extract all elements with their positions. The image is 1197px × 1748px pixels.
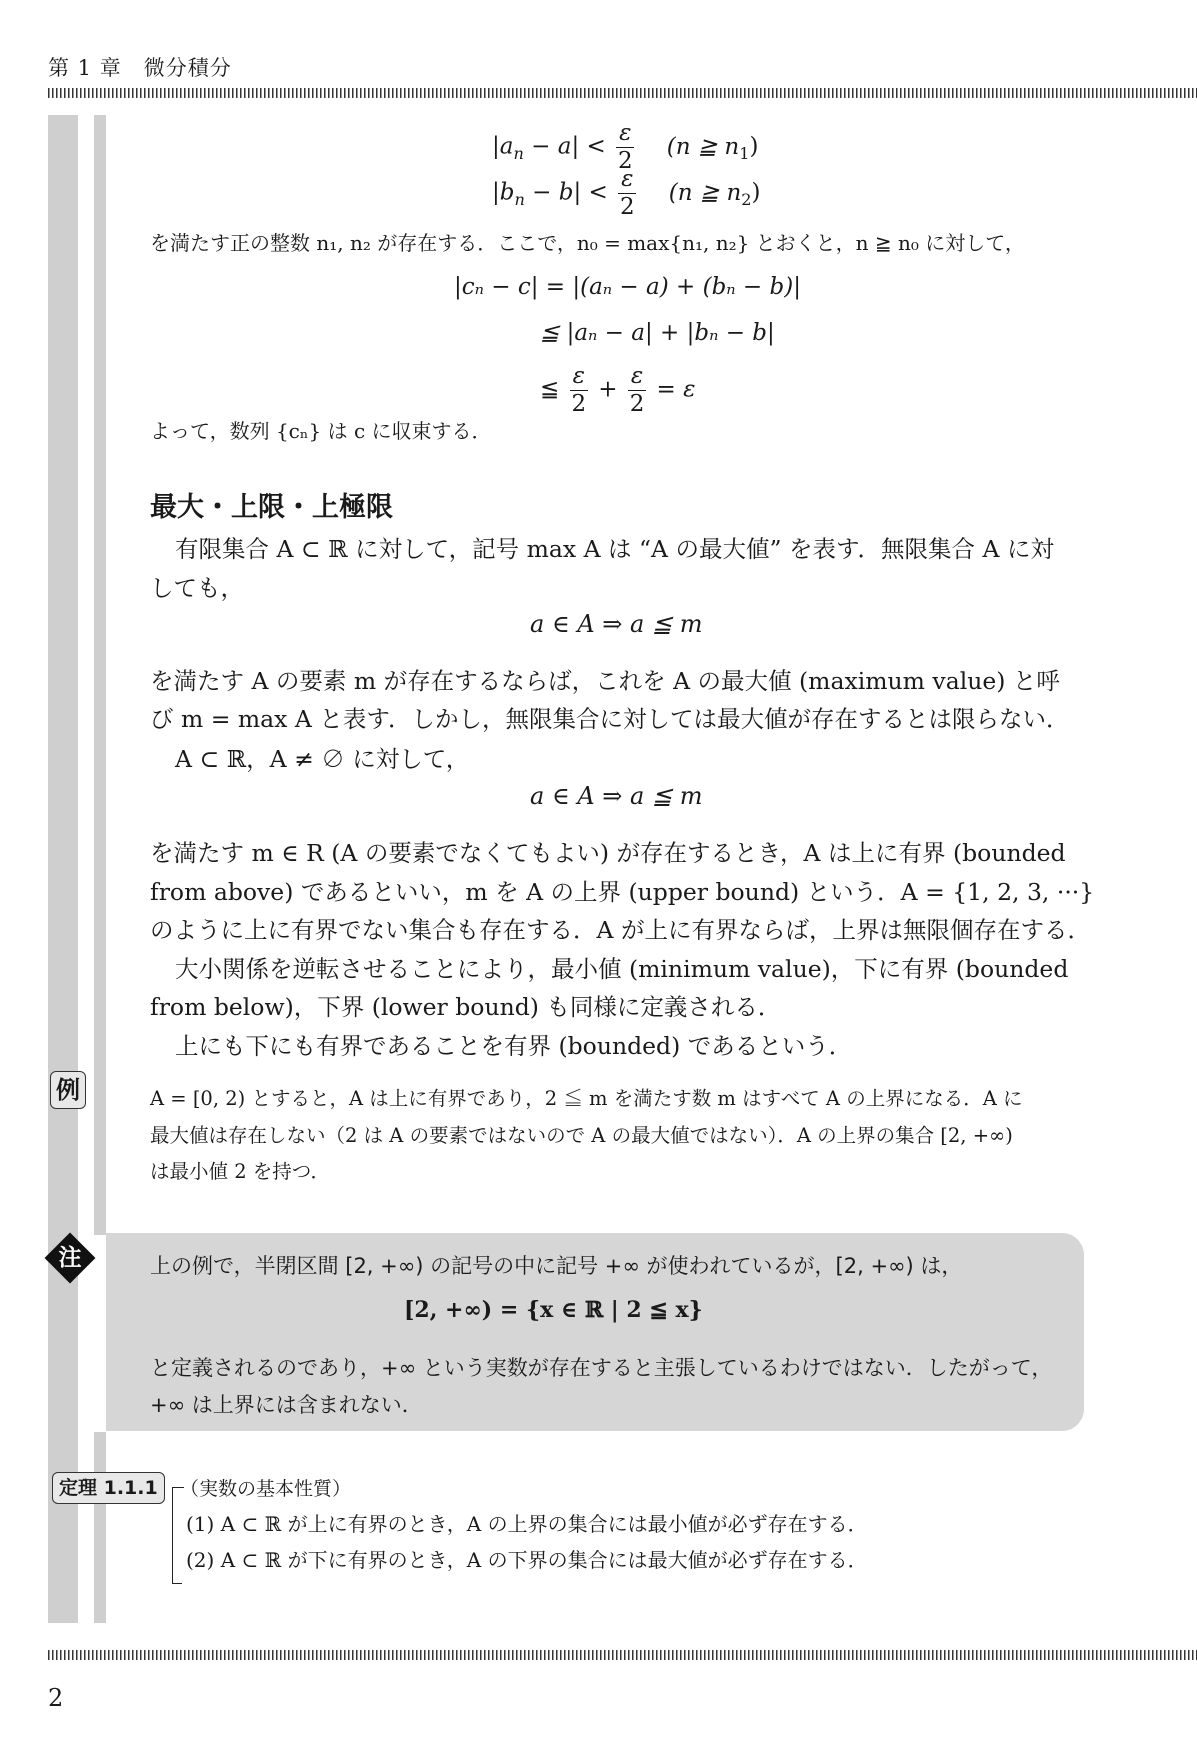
example-line-2: 最大値は存在しない（2 は A の要素ではないので A の最大値ではない）．A の上界の集合 [2, +∞)	[150, 1124, 1013, 1147]
inequality-a: $|a_n - a|$ < $\frac{\varepsilon}{2}$ (n ≧ $n_1$)	[492, 120, 759, 174]
note-line-3: +∞ は上界には含まれない．	[150, 1393, 423, 1417]
paragraph-1-line-2: しても，	[150, 574, 244, 602]
paragraph-2-line-1: を満たす A の要素 m が存在するならば，これを A の最大値 (maximum value) と呼	[150, 667, 1060, 695]
display-equation-2: a ∈ A ⇒ a ≦ m	[530, 782, 703, 810]
paragraph-5-line-2: from below)，下界 (lower bound) も同様に定義される．	[150, 993, 782, 1021]
theorem-title: （実数の基本性質）	[180, 1478, 352, 1500]
equation-line-2: ≦ |aₙ − a| + |bₙ − b|	[540, 320, 775, 346]
sidebar-bar-inner	[94, 115, 106, 1235]
paragraph-1-line-1: 有限集合 A ⊂ ℝ に対して，記号 max A は “A の最大値” を表す．無限集合 A に対	[175, 535, 1054, 563]
paragraph-5-line-1: 大小関係を逆転させることにより，最小値 (minimum value)，下に有界 (bounded	[175, 955, 1069, 983]
note-line-2: と定義されるのであり，+∞ という実数が存在すると主張しているわけではない．したがって，	[150, 1356, 1053, 1380]
footer-rule	[48, 1650, 1197, 1660]
display-equation-1: a ∈ A ⇒ a ≦ m	[530, 610, 703, 638]
example-line-3: は最小値 2 を持つ．	[150, 1160, 331, 1183]
inequality-b: $|b_n - b|$ < $\frac{\varepsilon}{2}$ (n ≧ $n_2$)	[492, 166, 761, 220]
paragraph-2-line-2: び m = max A と表す．しかし，無限集合に対しては最大値が存在するとは限らない．	[150, 705, 1070, 733]
equation-line-1: |cₙ − c| = |(aₙ − a) + (bₙ − b)|	[454, 274, 801, 300]
paragraph-3-line-1: A ⊂ ℝ，A ≠ ∅ に対して，	[175, 745, 470, 773]
conclusion-line: よって，数列 {cₙ} は c に収束する．	[150, 419, 492, 443]
theorem-bracket	[172, 1487, 173, 1583]
paragraph-6-line-1: 上にも下にも有界であることを有界 (bounded) であるという．	[175, 1032, 853, 1060]
header-rule	[48, 88, 1197, 98]
paragraph-4-line-2: from above) であるといい，m を A の上界 (upper bound) という．A = {1, 2, 3, ···}	[150, 878, 1095, 906]
page-number: 2	[48, 1684, 64, 1712]
theorem-item-2: (2) A ⊂ ℝ が下に有界のとき，A の下界の集合には最大値が必ず存在する．	[186, 1548, 868, 1572]
equation-line-3: ≦ $\frac{\varepsilon}{2}$ + $\frac{\varepsilon}{2}$ = ε	[540, 363, 696, 417]
chapter-title: 第 1 章 微分積分	[48, 56, 232, 80]
section-heading: 最大・上限・上極限	[150, 492, 393, 523]
paragraph-4-line-1: を満たす m ∈ R (A の要素でなくてもよい) が存在するとき，A は上に有界 (bounded	[150, 839, 1066, 867]
satisfy-line: を満たす正の整数 n₁, n₂ が存在する．ここで，n₀ = max{n₁, n₂} とおくと，n ≧ n₀ に対して，	[150, 231, 1025, 255]
sidebar-bar-inner-lower	[94, 1432, 106, 1623]
sidebar-bar	[48, 115, 78, 1623]
theorem-bracket-bottom	[172, 1583, 182, 1584]
note-line-1: 上の例で，半閉区間 [2, +∞) の記号の中に記号 +∞ が使われているが，[2, +∞) は，	[150, 1254, 963, 1278]
theorem-label: 定理 1.1.1	[52, 1472, 165, 1504]
note-display-equation: [2, +∞) = {x ∈ ℝ | 2 ≦ x}	[404, 1297, 703, 1323]
example-line-1: A = [0, 2) とすると，A は上に有界であり，2 ≦ m を満たす数 m はすべて A の上界になる．A に	[150, 1087, 1023, 1110]
paragraph-4-line-3: のように上に有界でない集合も存在する．A が上に有界ならば，上界は無限個存在する．	[150, 916, 1091, 944]
example-label: 例	[50, 1071, 86, 1109]
theorem-item-1: (1) A ⊂ ℝ が上に有界のとき，A の上界の集合には最小値が必ず存在する．	[186, 1512, 868, 1536]
note-label: 注	[58, 1245, 82, 1271]
